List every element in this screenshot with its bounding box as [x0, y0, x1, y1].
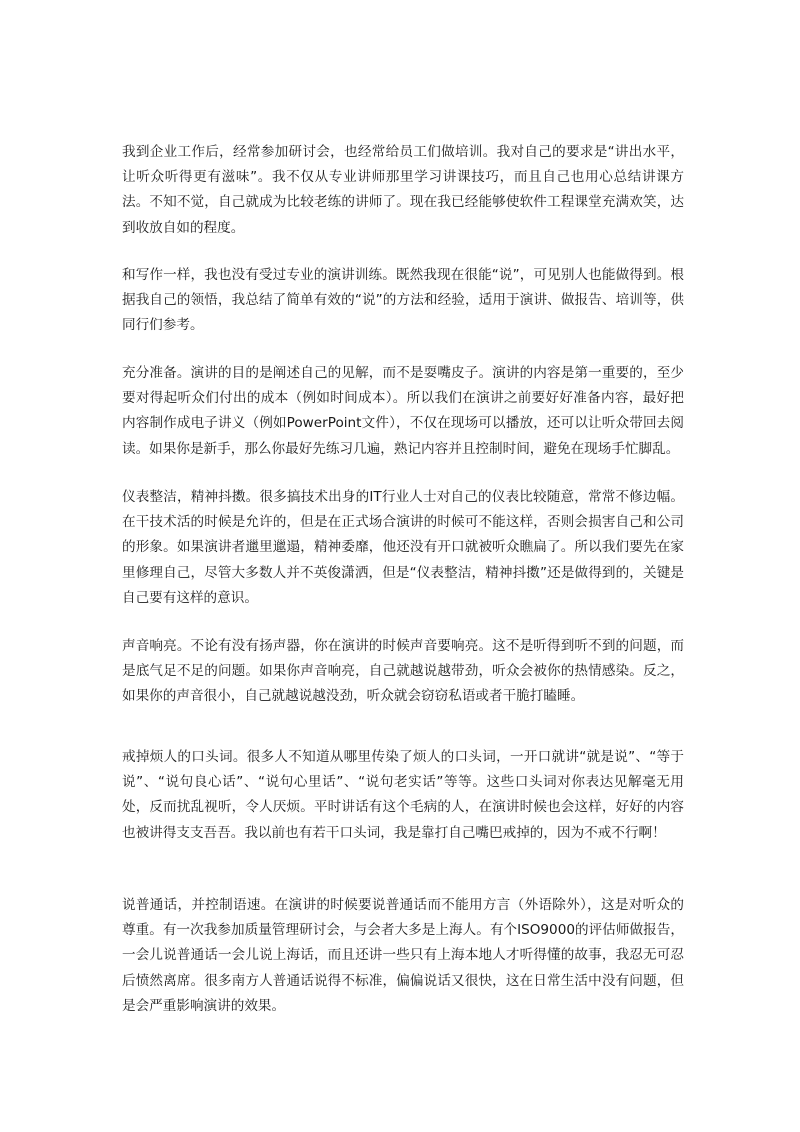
paragraph-overview: 和写作一样，我也没有受过专业的演讲训练。既然我现在很能“说”，可见别人也能做得到。根据我自己的领悟，我总结了简单有效的“说”的方法和经验，适用于演讲、做报告、培训等，供同行们参考。 — [122, 267, 684, 334]
paragraph-preparation: 充分准备。演讲的目的是阐述自己的见解，而不是耍嘴皮子。演讲的内容是第一重要的，至少要对得起听众们付出的成本（例如时间成本）。所以我们在演讲之前要好好准备内容，最好把内容制作成电子讲义（例如PowerPoint文件），不仅在现场可以播放，还可以让听众带回去阅读。如果你是新手，那么你最好先练习几遍，熟记内容并且控制时间，避免在现场手忙脚乱。 — [122, 365, 684, 457]
paragraph-appearance: 仪表整洁，精神抖擞。很多搞技术出身的IT行业人士对自己的仪表比较随意，常常不修边幅。在干技术活的时候是允许的，但是在正式场合演讲的时候可不能这样，否则会损害自己和公司的形象。如果演讲者邋里邋遢，精神委靡，他还没有开口就被听众瞧扁了。所以我们要先在家里修理自己，尽管大多数人并不英俊潇洒，但是“仪表整洁，精神抖擞”还是做得到的，关键是自己要有这样的意识。 — [122, 489, 684, 606]
paragraph-filler-words: 戒掉烦人的口头词。很多人不知道从哪里传染了烦人的口头词，一开口就讲“就是说”、“等于说”、“说句良心话”、“说句心里话”、“说句老实话”等等。这些口头词对你表达见解毫无用处，反而扰乱视听，令人厌烦。平时讲话有这个毛病的人，在演讲时候也会这样，好好的内容也被讲得支支吾吾。我以前也有若干口头词，我是靠打自己嘴巴戒掉的，因为不戒不行啊！ — [122, 749, 684, 841]
paragraph-voice: 声音响亮。不论有没有扬声器，你在演讲的时候声音要响亮。这不是听得到听不到的问题，而是底气足不足的问题。如果你声音响亮，自己就越说越带劲，听众会被你的热情感染。反之，如果你的声音很小，自己就越说越没劲，听众就会窃窃私语或者干脆打瞌睡。 — [122, 638, 684, 705]
paragraph-mandarin-pace: 说普通话，并控制语速。在演讲的时候要说普通话而不能用方言（外语除外），这是对听众的尊重。有一次我参加质量管理研讨会，与会者大多是上海人。有个ISO9000的评估师做报告，一会儿说普通话一会儿说上海话，而且还讲一些只有上海本地人才听得懂的故事，我忍无可忍后愤然离席。很多南方人普通话说得不标准，偏偏说话又很快，这在日常生活中没有问题，但是会严重影响演讲的效果。 — [122, 897, 684, 1014]
paragraph-intro: 我到企业工作后，经常参加研讨会，也经常给员工们做培训。我对自己的要求是“讲出水平，让听众听得更有滋味”。我不仅从专业讲师那里学习讲课技巧，而且自己也用心总结讲课方法。不知不觉，自己就成为比较老练的讲师了。现在我已经能够使软件工程课堂充满欢笑，达到收放自如的程度。 — [122, 144, 684, 236]
